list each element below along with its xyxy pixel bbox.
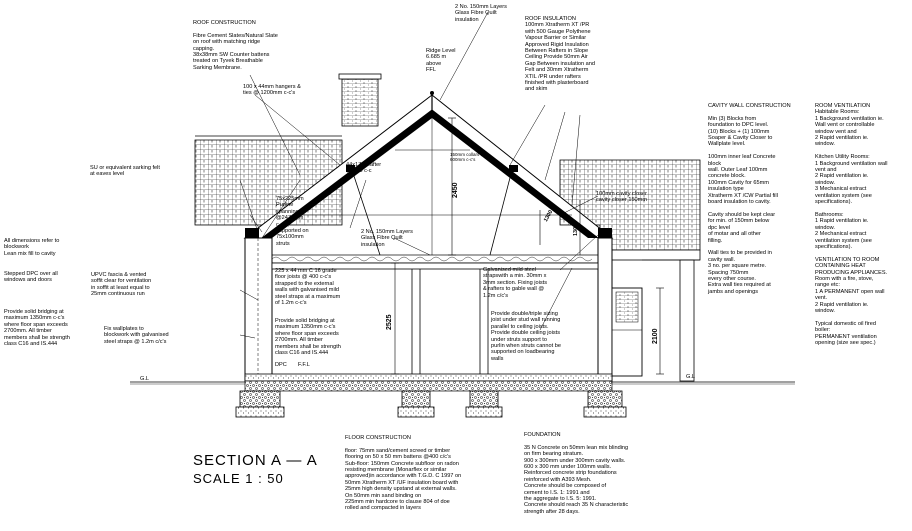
scale-label: SCALE 1 : 50 <box>193 471 284 486</box>
roof-construction-note: ROOF CONSTRUCTION Fibre Cement Slates/Natural Slate on roof with matching ridge capping. 38x38mm SW Counter battens treated on Tyvek Breathable Sarking Membrane. <box>193 20 278 71</box>
rafter-note: 44x175 Rafter @ 400 c-c <box>346 162 382 175</box>
gl-left-label: G.L <box>140 376 150 382</box>
roof-insulation-note: ROOF INSULATION 100mm Xtratherm XT /PR with 500 Gauge Polythene Vapour Barrier or Similar Approved Rigid Insulation Between Rafters in Slope Ceiling Provide 50mm Air Gap Between insulation and Felt and 30mm Xtratherm XTIL /PR under rafters finished with plasterboard and skim <box>525 16 595 93</box>
right-wing-roof <box>560 160 700 260</box>
collar-note: 150mm collars @ 600mm c-c's <box>450 152 486 162</box>
floor-slab <box>245 374 612 391</box>
galv-strap-note: Galvanised mild steel strapswith a min. 30mm x 3mm section. Fixing joists & rafters to gable wall @ 1.2m c/c's <box>483 267 548 299</box>
section-title: SECTION A — A <box>193 452 318 469</box>
attic-dimension: 1300 <box>543 209 555 223</box>
floor-construction-note: FLOOR CONSTRUCTION floor: 75mm sand/cement screed or timber flooring on 50 x 50 mm battens @400 c/c's Sub-floor: 150mm Concrete subfloor on radon resisting membrane (Monarflex or similar approved)in accordance with T.G.D. C 1997 on 50mm Xtratherm XT /UF insulation board with 25mm high density upstand at external walls. On 50mm min sand binding on 225mm min hardcore to clause 804 of doe rolled and compacted in layers <box>345 435 462 512</box>
gl-right-label: G.L <box>686 374 696 380</box>
fibre-quilt-top-note: 2 No. 150mm Layers Glass Fibre Quilt insulation <box>455 4 507 23</box>
purlins-note: 75x225mm Purline spanning @2470mm c-c's, supported on 75x100mm struts <box>276 196 309 247</box>
ffl-label: F.F.L <box>298 362 310 368</box>
hangers-note: 100 x 44mm hangers & ties @ 1200mm c-c's <box>243 84 301 97</box>
dpc-label: DPC <box>275 362 287 368</box>
chimney <box>339 74 381 126</box>
door-height-dimension: 2100 <box>652 328 659 344</box>
fibre-quilt-mid-note: 2 No. 150mm Layers Glass Fibre Quilt insulation <box>361 229 413 248</box>
upvc-fascia-note: UPVC fascia & vented soffit clear for ventilation in soffit at least equal to 25mm continuous run <box>91 272 152 298</box>
ground-height-dimension: 2525 <box>386 314 393 330</box>
floor-joists-note: 225 x 44 mm C 16 grade floor joists @ 400 c-c's strapped to the external walls with galvanised mild steel straps at a maximum of 1.2m c-c's <box>275 268 341 307</box>
stepped-dpc-note: Stepped DPC over all windows and doors <box>4 271 58 284</box>
cavity-wall-note: CAVITY WALL CONSTRUCTION Min (3) Blocks from foundation to DPC level. (10) Blocks + (1) 100mm Soaper & Cavity Closer to Wallplate level. 100mm inner leaf Concrete block wall. Outer Leaf 100mm concrete block. 100mm Cavity for 65mm insulation type Xtratherm XT /CW Partial fill board insulation to cavity. Cavity should be kept clear for min. of 150mm below dpc level of motar and all other filling. Wall ties to be provided in cavity wall. 3 no. per square metre. Spacing 750mm every other course. Extra wall ties required at jambs and openings <box>708 103 791 295</box>
roof-height-dimension: 2450 <box>452 182 459 198</box>
all-dimensions-note: All dimensions refer to blockwork Lean mix fill to cavity <box>4 238 60 257</box>
ridge-level-note: Ridge Level 6.685 m above FFL <box>426 48 456 74</box>
cavity-closer-note: 100mm cavity closer cavity closer 150mm <box>596 191 647 204</box>
sarking-felt-note: SU or equivalent sarking felt at eaves level <box>90 165 160 178</box>
foundation-note: FOUNDATION 35 N Concrete on 50mm lean mix blinding on firm bearing stratum. 900 x 300mm under 300mm cavity walls. 600 x 300 mm under 100mm walls. Reinforced concrete strip foundations reinforced with A393 Mesh. Concrete should be composed of cement to I.S. 1: 1991 and the aggregate to I.S. 5: 1991. Concrete should reach 35 N characteristic strength after 28 days. <box>524 432 629 515</box>
wallplates-note: Fix wallplates to blockwork with galvanised steel straps @ 1.2m c/c's <box>104 326 169 345</box>
foundations <box>236 391 626 417</box>
solid-bridging-left-note: Provide solid bridging at maximum 1350mm c-c's where floor span exceeds 2700mm. All timber members shall be strength class C16 and IS.444 <box>4 309 70 348</box>
room-ventilation-note: ROOM VENTILATION Habitable Rooms: 1 Background ventilation ie. Wall vent or controllable window vent and 2 Rapid ventilation ie. window. Kitchen Utility Rooms: 1 Background ventilation wall vent and 2 Rapid ventilation ie. window. 3 Mechanical extract ventilation system (see specifications). Bathrooms: 1 Rapid ventilation ie. window. 2 Mechanical extract ventilation system (see specifications). VENTILATION TO ROOM CONTAINING HEAT PRODUCING APPLIANCES. Room with a fire, stove, range etc: 1 A PERMANENT open wall vent. 2 Rapid ventilation ie. window. Typical domestic oil fired boiler: PERMANENT ventilation opening (size see spec.) <box>815 103 888 347</box>
solid-bridging-mid-note: Provide solid bridging at maximum 1350mm c-c's where floor span exceeds 2700mm. All timber members shall be strength class C16 and IS.444 <box>275 318 341 357</box>
double-joists-note: Provide double/triple sizing joist under stud wall running parallel to ceiling joists. Provide double ceiling joists under struts support to purlin when struts cannot be supported on loadbearing walls <box>491 311 561 362</box>
eaves-dimension: 1300 <box>573 223 579 236</box>
